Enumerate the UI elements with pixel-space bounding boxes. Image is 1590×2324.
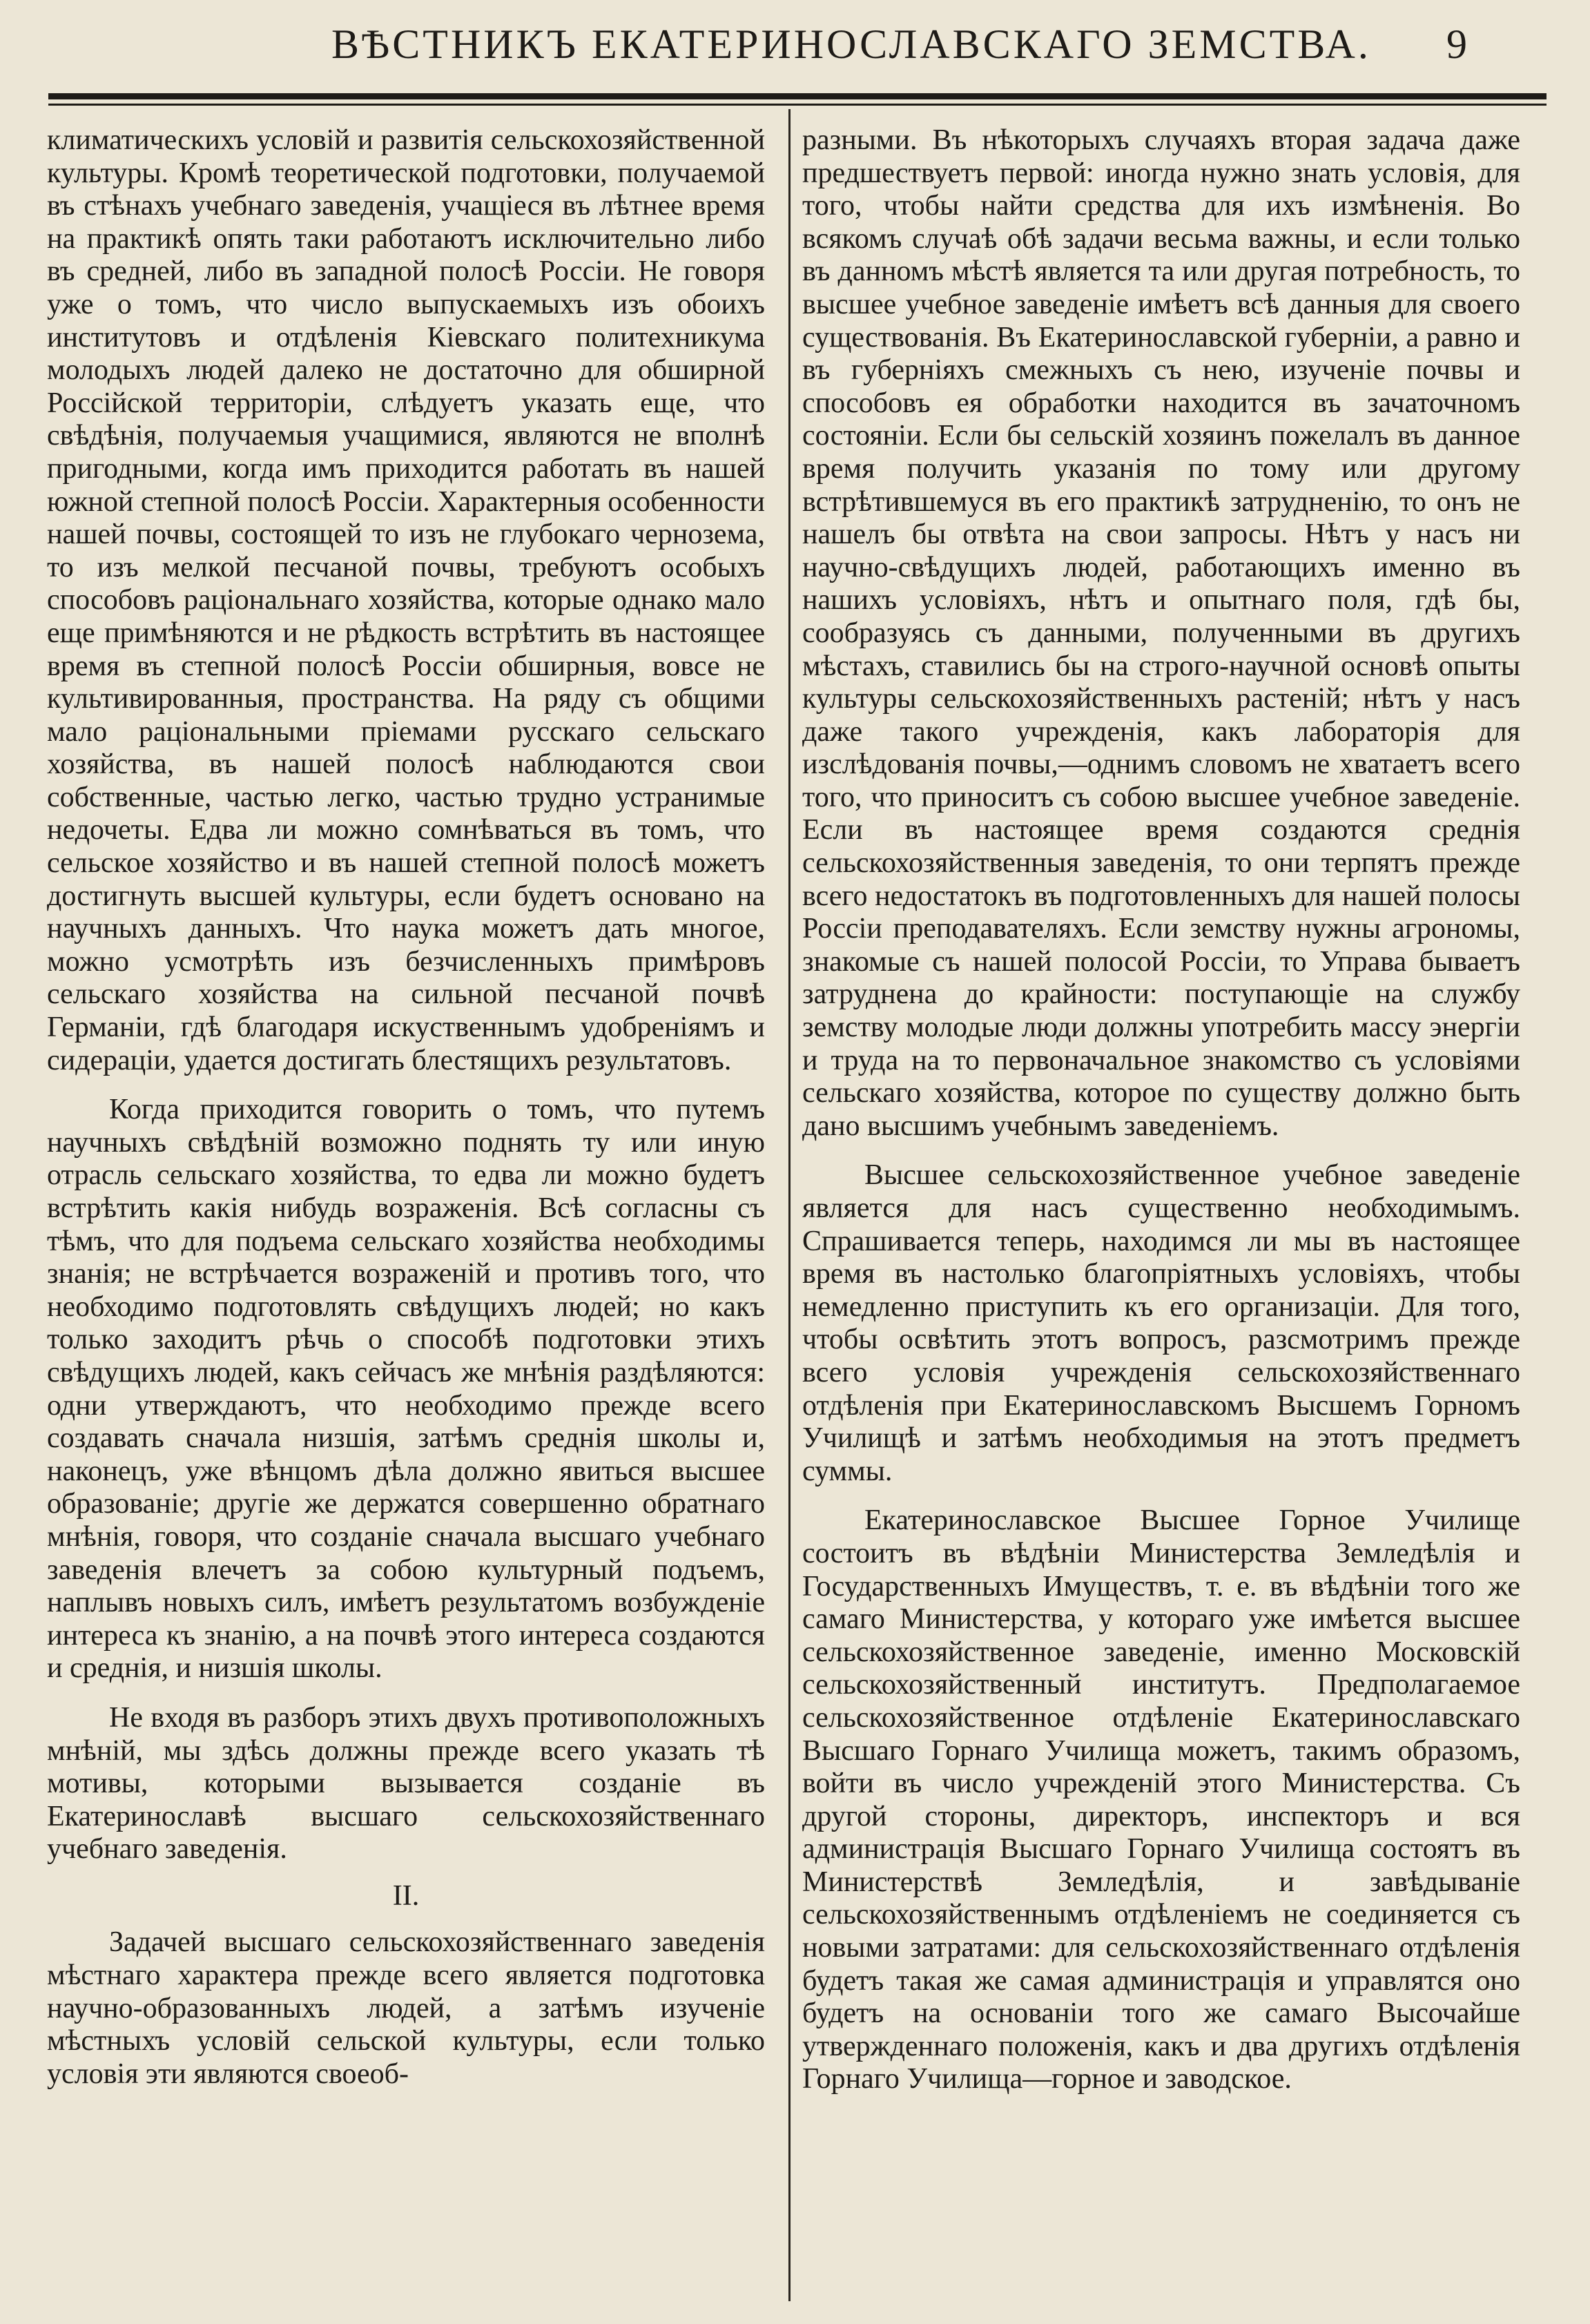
- paragraph: разными. Въ нѣкоторыхъ случаяхъ вторая задача даже предшествуетъ первой: иногда нужно знать условія, для того, чтобы найти средства для ихъ измѣненія. Во всякомъ случаѣ обѣ задачи весьма важны, и если только въ данномъ мѣстѣ является та или другая потребность, то высшее учебное заведеніе имѣетъ всѣ данныя для своего существованія. Въ Екатеринославской губерніи, а равно и въ губерніяхъ смежныхъ съ нею, изученіе почвы и способовъ ея обработки находится въ зачаточномъ состояніи. Если бы сельскій хозяинъ пожелалъ въ данное время получить указанія по тому или другому встрѣтившемуся въ его практикѣ затрудненію, то онъ не нашелъ бы отвѣта на свои запросы. Нѣтъ у насъ ни научно-свѣдущихъ людей, работающихъ именно въ нашихъ условіяхъ, нѣтъ и опытнаго поля, гдѣ бы, сообразуясь съ данными, полученными въ другихъ мѣстахъ, ставились бы на строго-научной основѣ опыты культуры сельскохозяйственныхъ растеній; нѣтъ у насъ даже такого учрежденія, какъ лабораторія для изслѣдованія почвы,—однимъ словомъ не хватаетъ всего того, что приноситъ съ собою высшее учебное заведеніе. Если въ настоящее время создаются среднія сельскохозяйственныя заведенія, то они терпятъ прежде всего недостатокъ въ подготовленныхъ для нашей полосы Россіи преподавателяхъ. Если земству нужны агрономы, знакомые съ нашей полосой Россіи, то Управа бываетъ затруднена до крайности: поступающіе на службу земству молодые люди должны употребить массу энергіи и труда на то первоначальное знакомство съ условіями сельскаго хозяйства, которое по существу должно быть дано высшимъ учебнымъ заведеніемъ.: [802, 124, 1520, 1142]
- left-column: [47, 124, 765, 2091]
- paragraph: климатическихъ условій и развитія сельскохозяйственной культуры. Кромѣ теоретической подготовки, получаемой въ стѣнахъ учебнаго заведенія, учащіеся въ лѣтнее время на практикѣ опять таки работаютъ исключительно либо въ средней, либо въ западной полосѣ Россіи. Не говоря уже о томъ, что число выпускаемыхъ изъ обоихъ институтовъ и отдѣленія Кіевскаго политехникума молодыхъ людей далеко не достаточно для обширной Россійской территоріи, слѣдуетъ указать еще, что свѣдѣнія, получаемыя учащимися, являются не вполнѣ пригодными, когда имъ приходится работать въ нашей южной степной полосѣ Россіи. Характерныя особенности нашей почвы, состоящей то изъ не глубокаго чернозема, то изъ мелкой песчаной почвы, требуютъ особыхъ способовъ раціональнаго хозяйства, которые однако мало еще примѣняются и не рѣдкость встрѣтить въ настоящее время въ степной полосѣ Россіи обширныя, вовсе не культивированныя, пространства. На ряду съ общими мало раціональными пріемами русскаго сельскаго хозяйства, въ нашей полосѣ наблюдаются свои собственные, частью легко, частью трудно устранимые недочеты. Едва ли можно сомнѣваться въ томъ, что сельское хозяйство и въ нашей степной полосѣ можетъ достигнуть высшей культуры, если будетъ основано на научныхъ данныхъ. Что наука можетъ дать многое, можно усмотрѣть изъ безчисленныхъ примѣровъ сельскаго хозяйства на сильной песчаной почвѣ Германіи, гдѣ благодаря искуственнымъ удобреніямъ и сидераціи, удается достигать блестящихъ результатовъ.: [47, 124, 765, 1076]
- paragraph: Не входя въ разборъ этихъ двухъ противоположныхъ мнѣній, мы здѣсь должны прежде всего указать тѣ мотивы, которыми вызывается созданіе въ Екатеринославѣ высшаго сельскохозяйственнаго учебнаго заведенія.: [47, 1701, 765, 1866]
- journal-title: ВѢСТНИКЪ ЕКАТЕРИНОСЛАВСКАГО ЗЕМСТВА.: [331, 21, 1371, 67]
- paragraph: Когда приходится говорить о томъ, что путемъ научныхъ свѣдѣній возможно поднять ту или иную отрасль сельскаго хозяйства, то едва ли можно будетъ встрѣтить какія нибудь возраженія. Всѣ согласны съ тѣмъ, что для подъема сельскаго хозяйства необходимы знанія; не встрѣчается возраженій и противъ того, что необходимо подготовлять свѣдущихъ людей; но какъ только заходитъ рѣчь о способѣ подготовки этихъ свѣдущихъ людей, какъ сейчасъ же мнѣнія раздѣляются: одни утверждаютъ, что необходимо прежде всего создавать сначала низшія, затѣмъ среднія школы и, наконецъ, уже вѣнцомъ дѣла должно явиться высшее образованіе; другіе же держатся совершенно обратнаго мнѣнія, говоря, что созданіе сначала высшаго учебнаго заведенія влечетъ за собою культурный подъемъ, наплывъ новыхъ силъ, имѣетъ результатомъ возбужденіе интереса къ знанію, а на почвѣ этого интереса создаются и среднія, и низшія школы.: [47, 1094, 765, 1685]
- paragraph: Высшее сельскохозяйственное учебное заведеніе является для насъ существенно необходимымъ. Спрашивается теперь, находимся ли мы въ настоящее время въ настолько благопріятныхъ условіяхъ, чтобы немедленно приступить къ его организаціи. Для того, чтобы освѣтить этотъ вопросъ, разсмотримъ прежде всего условія учрежденія сельскохозяйственнаго отдѣленія при Екатеринославскомъ Высшемъ Горномъ Училищѣ и затѣмъ необходимыя на этотъ предметъ суммы.: [802, 1159, 1520, 1487]
- page-number: 9: [1446, 21, 1467, 67]
- right-column: [802, 124, 1520, 2096]
- section-heading: II.: [392, 1879, 420, 1912]
- page-header: [0, 0, 1590, 93]
- paragraph: Екатеринославское Высшее Горное Училище состоитъ въ вѣдѣніи Министерства Земледѣлія и Государственныхъ Имуществъ, т. е. въ вѣдѣніи того же самаго Министерства, у котораго уже имѣется высшее сельскохозяйственное заведеніе, именно Московскій сельскохозяйственный институтъ. Предполагаемое сельскохозяйственное отдѣленіе Екатеринославскаго Высшаго Горнаго Училища можетъ, такимъ образомъ, войти въ число учрежденій этого Министерства. Съ другой стороны, директоръ, инспекторъ и вся администрація Высшаго Горнаго Училища состоятъ въ Министерствѣ Земледѣлія, и завѣдываніе сельскохозяйственнымъ отдѣленіемъ не соединяется съ новыми затратами: для сельскохозяйственнаго отдѣленія будетъ такая же самая администрація и управлятся оно будетъ на основаніи того же самаго Высочайше утвержденнаго положенія, какъ и два другихъ отдѣленія Горнаго Училища—горное и заводское.: [802, 1504, 1520, 2095]
- header-rule-thick: [48, 93, 1547, 99]
- column-divider: [788, 109, 791, 2301]
- paragraph: Задачей высшаго сельскохозяйственнаго заведенія мѣстнаго характера прежде всего является подготовка научно-образованныхъ людей, а затѣмъ изученіе мѣстныхъ условій сельской культуры, если только условія эти являются своеоб-: [47, 1926, 765, 2090]
- header-rule-thin: [48, 104, 1547, 106]
